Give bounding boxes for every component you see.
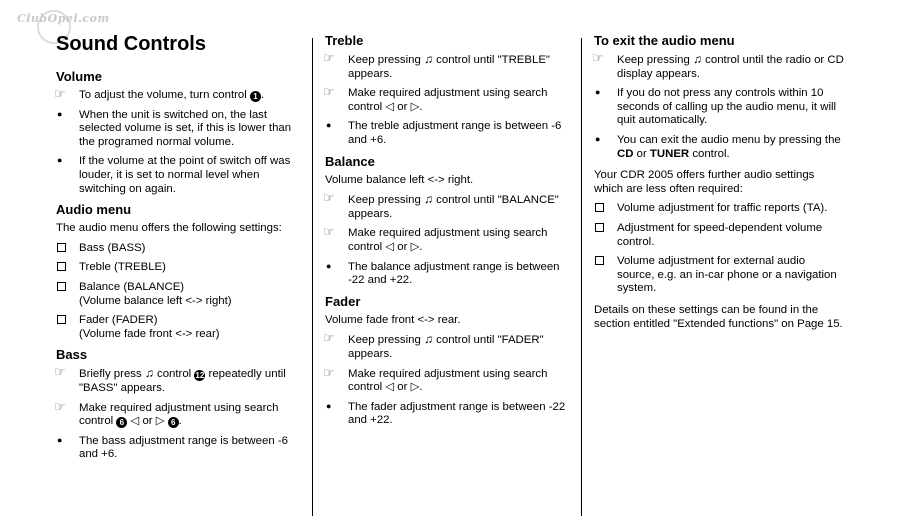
music-note-icon: ♫ [424,332,433,347]
bullet-icon [325,120,345,134]
list-item: Adjustment for speed-dependent volume control. [594,222,844,249]
list-item: Volume adjustment for external audio source, e.g. an in-car phone or a navigation system. [594,255,844,296]
list-item: ☞ Make required adjustment using search control ◁ or ▷. [323,84,548,113]
control-number-badge: 1 [250,91,261,102]
pointing-hand-icon: ☞ [323,364,335,380]
music-note-icon: ♫ [424,52,433,66]
list-item: ☞ Keep pressing ♫ control until "FADER" appears. [323,330,544,360]
checkbox-icon [56,281,76,295]
music-note-icon: ♫ [144,366,154,381]
column-2 [325,33,570,434]
section-heading-volume: Volume [56,69,102,84]
list-item: ☞ Make required adjustment using search control ◁ or ▷. [323,224,548,253]
music-note-icon: ♫ [693,52,702,66]
list-item: ● If you do not press any controls within 10 seconds of calling up the audio menu, it will quit automatically. [594,87,844,128]
pointing-hand-icon: ☞ [323,190,335,206]
list-item: ● The treble adjustment range is between -6 and +6. [325,120,570,147]
pointing-hand-icon: ☞ [323,50,335,65]
pointing-hand-icon: ☞ [54,398,66,414]
column-divider [581,38,582,516]
list-item: Treble (TREBLE) [56,261,301,275]
bullet-icon [325,261,345,275]
list-item: ● The bass adjustment range is between -6 and +6. [56,435,301,462]
pointing-hand-icon: ☞ [323,224,335,240]
control-number-badge: 6 [116,417,127,428]
details-note: Details on these settings can be found in the section entitled "Extended functions" on Page 15. [594,303,843,330]
watermark: ClubOpel.com [17,12,110,25]
checkbox-icon [594,222,614,236]
checkbox-icon [594,202,614,216]
list-item: Bass (BASS) [56,242,301,256]
list-item: ● The fader adjustment range is between -22 and +22. [325,401,570,428]
control-number-badge: 12 [195,371,205,381]
bullet-icon [56,109,76,123]
list-item: ● You can exit the audio menu by pressing the CD or TUNER control. [594,134,844,161]
section-heading-fader: Fader [325,293,361,309]
list-item: ☞ Make required adjustment using search control ◁ or ▷. [323,364,548,394]
list-item: ☞ Keep pressing ♫ control until "TREBLE" appears. [323,50,550,80]
page-title: Sound Controls [56,33,206,55]
control-number-badge: 6 [168,417,179,428]
list-item: ☞ Make required adjustment using search control 6 ◁ or ▷ 6 . [54,398,279,428]
bullet-icon [325,401,345,415]
music-note-icon: ♫ [424,192,433,207]
pointing-hand-icon: ☞ [323,84,335,100]
section-heading-audio-menu: Audio menu [56,202,132,218]
column-3 [594,33,844,337]
pointing-hand-icon: ☞ [54,364,66,380]
list-item: ☞ To adjust the volume, turn control 1 . [54,86,265,101]
pointing-hand-icon: ☞ [323,330,335,346]
section-heading-bass: Bass [56,347,88,363]
list-item: ● When the unit is switched on, the last selected volume is set, if this is lower than the programed normal volume. [56,109,301,150]
section-heading-exit: To exit the audio menu [594,33,735,48]
list-item: ● If the volume at the point of switch off was louder, it is set to normal level when switching on again. [56,155,301,196]
list-item: ☞ Briefly press ♫ control 12 repeatedly until "BASS" appears. [54,364,286,394]
list-item: Volume adjustment for traffic reports (TA). [594,202,844,216]
section-heading-treble: Treble [325,33,364,48]
checkbox-icon [56,261,76,275]
bullet-icon [56,435,76,449]
bullet-icon [594,134,614,148]
checkbox-icon [594,255,614,269]
section-intro: Volume balance left <-> right. [325,173,474,186]
pointing-hand-icon: ☞ [592,50,604,65]
list-item: Balance (BALANCE) (Volume balance left <-> right) [56,281,301,308]
checkbox-icon [56,242,76,256]
column-divider [312,38,313,516]
bullet-icon [594,87,614,101]
section-heading-balance: Balance [325,153,375,169]
list-item: ● The balance adjustment range is between -22 and +22. [325,261,570,288]
list-item: ☞ Keep pressing ♫ control until the radio or CD display appears. [592,50,844,80]
checkbox-icon [56,314,76,328]
section-intro: Volume fade front <-> rear. [325,313,461,326]
section-intro: The audio menu offers the following settings: [56,222,282,235]
list-item: Fader (FADER) (Volume fade front <-> rear) [56,314,301,341]
column-1 [56,30,301,468]
bullet-icon [56,155,76,169]
further-settings-intro: Your CDR 2005 offers further audio settings which are less often required: [594,169,815,195]
list-item: ☞ Keep pressing ♫ control until "BALANCE" appears. [323,190,559,220]
pointing-hand-icon: ☞ [54,86,66,101]
